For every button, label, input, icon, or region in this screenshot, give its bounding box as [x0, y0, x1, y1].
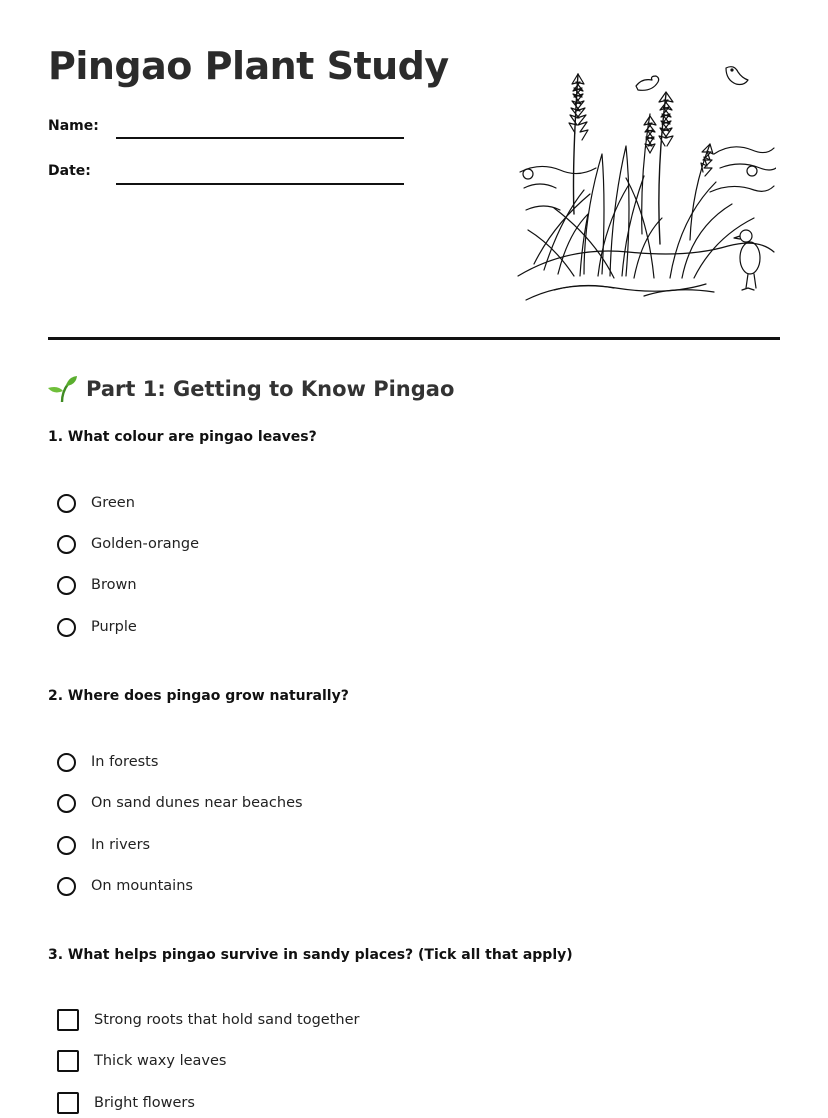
- q1-option-purple[interactable]: [57, 615, 137, 639]
- radio-button[interactable]: [57, 753, 76, 772]
- q1-option-brown[interactable]: [57, 573, 137, 597]
- page-title: Pingao Plant Study: [48, 44, 449, 88]
- radio-button[interactable]: [57, 494, 76, 513]
- radio-button[interactable]: [57, 877, 76, 896]
- option-label: On mountains: [91, 878, 193, 894]
- pingao-dune-illustration-icon: [514, 64, 776, 310]
- date-label: Date:: [48, 163, 91, 179]
- section-divider: [48, 337, 780, 340]
- option-label: Bright flowers: [94, 1095, 195, 1111]
- question-1: 1. What colour are pingao leaves?: [48, 429, 317, 445]
- option-label: Golden-orange: [91, 536, 199, 552]
- radio-button[interactable]: [57, 618, 76, 637]
- radio-button[interactable]: [57, 836, 76, 855]
- name-field[interactable]: [116, 137, 404, 139]
- q2-option-sand-dunes[interactable]: [57, 791, 303, 815]
- q3-option-strong-roots[interactable]: [57, 1008, 359, 1032]
- checkbox[interactable]: [57, 1092, 79, 1114]
- option-label: On sand dunes near beaches: [91, 795, 303, 811]
- part1-heading-text: Part 1: Getting to Know Pingao: [86, 377, 455, 401]
- option-label: In rivers: [91, 837, 151, 853]
- q3-option-waxy-leaves[interactable]: [57, 1049, 226, 1073]
- option-label: Strong roots that hold sand together: [94, 1012, 360, 1028]
- question-2: 2. Where does pingao grow naturally?: [48, 688, 349, 704]
- q1-option-green[interactable]: [57, 491, 135, 515]
- option-label: Purple: [91, 619, 137, 635]
- q3-option-bright-flowers[interactable]: [57, 1091, 195, 1115]
- q1-option-golden-orange[interactable]: [57, 532, 199, 556]
- option-label: Green: [91, 495, 135, 511]
- checkbox[interactable]: [57, 1050, 79, 1072]
- seedling-icon: [48, 376, 78, 402]
- question-3: 3. What helps pingao survive in sandy places? (Tick all that apply): [48, 947, 573, 963]
- radio-button[interactable]: [57, 794, 76, 813]
- q2-option-forests[interactable]: [57, 750, 158, 774]
- option-label: Brown: [91, 577, 137, 593]
- radio-button[interactable]: [57, 576, 76, 595]
- date-field[interactable]: [116, 183, 404, 185]
- q2-option-mountains[interactable]: [57, 874, 193, 898]
- radio-button[interactable]: [57, 535, 76, 554]
- q2-option-rivers[interactable]: [57, 833, 150, 857]
- checkbox[interactable]: [57, 1009, 79, 1031]
- part1-heading: [48, 374, 454, 404]
- option-label: Thick waxy leaves: [94, 1053, 227, 1069]
- option-label: In forests: [91, 754, 159, 770]
- name-label: Name:: [48, 118, 99, 134]
